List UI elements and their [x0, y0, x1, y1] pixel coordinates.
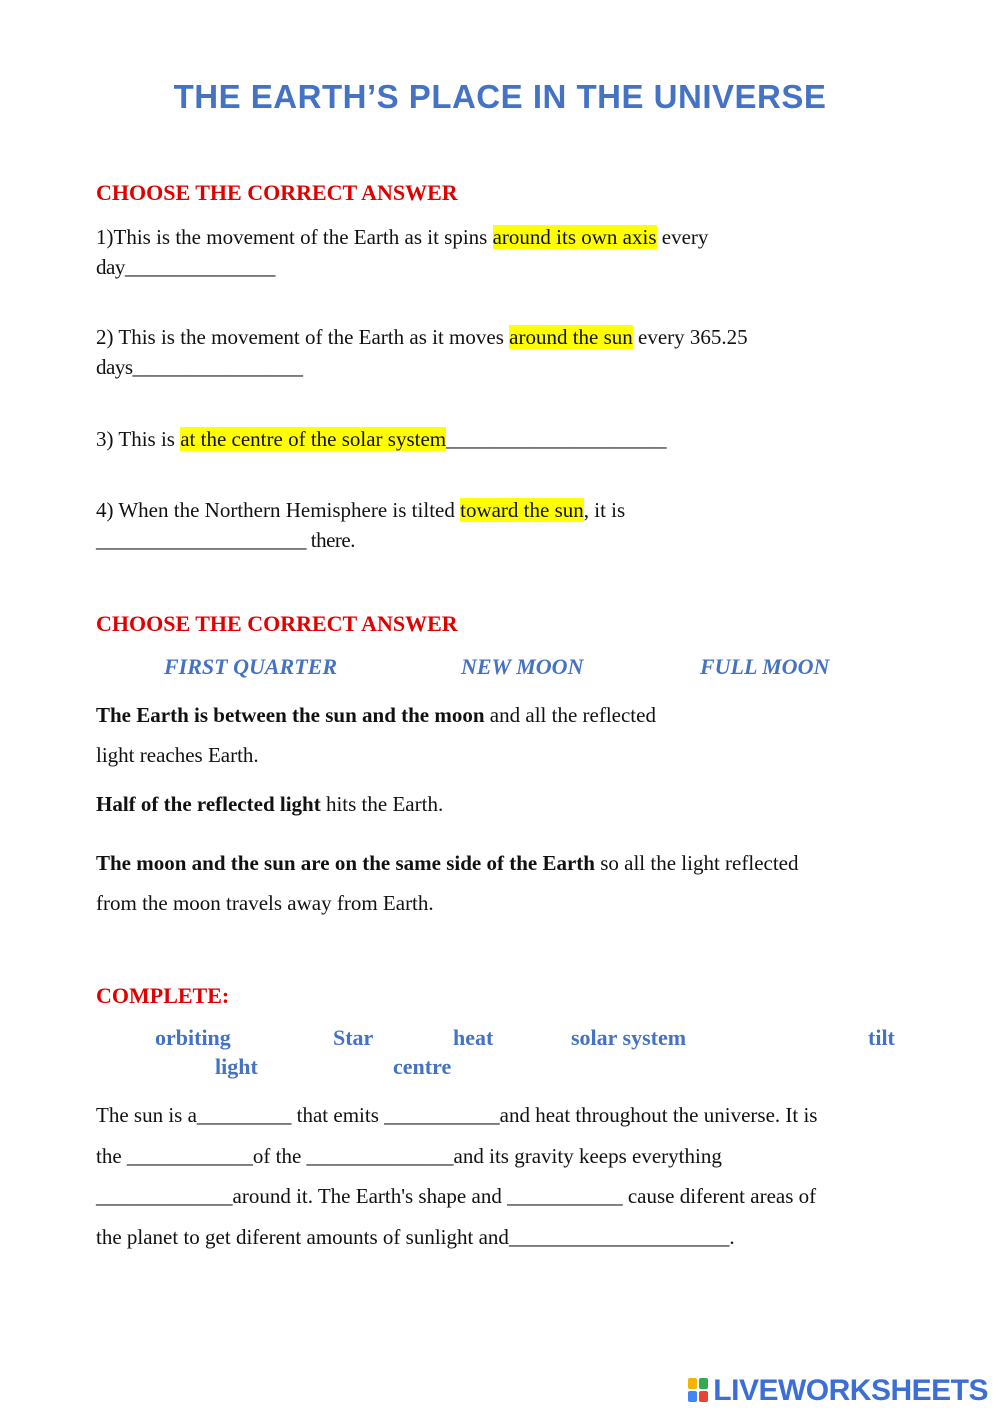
- moon-statement-2-bold: Half of the reflected light: [96, 792, 321, 816]
- question-1-text-end: every: [656, 225, 709, 249]
- question-1: [96, 222, 708, 282]
- liveworksheets-logo: [688, 1374, 988, 1408]
- question-3-highlight: at the centre of the solar system: [180, 427, 447, 451]
- word-solar-system[interactable]: solar system: [571, 1025, 687, 1050]
- word-tilt[interactable]: tilt: [868, 1025, 895, 1050]
- complete-line-4: the planet to get diferent amounts of sunlight and_____________________.: [96, 1224, 735, 1249]
- moon-statement-1-text: and all the reflected: [484, 703, 656, 727]
- option-full-moon[interactable]: FULL MOON: [700, 654, 830, 679]
- question-3-text: 3) This is: [96, 427, 181, 451]
- section2-heading: CHOOSE THE CORRECT ANSWER: [96, 611, 458, 636]
- word-centre[interactable]: centre: [393, 1054, 452, 1079]
- question-4: [96, 495, 625, 555]
- complete-line-3: _____________around it. The Earth's shape and ___________ cause diferent areas of: [96, 1184, 817, 1208]
- word-orbiting[interactable]: orbiting: [155, 1025, 231, 1050]
- option-new-moon[interactable]: NEW MOON: [461, 654, 584, 679]
- question-4-text-end: , it is: [583, 498, 626, 522]
- complete-line-1: The sun is a_________ that emits ___________and heat throughout the universe. It is: [96, 1103, 818, 1127]
- question-2-text-end: every 365.25: [632, 325, 748, 349]
- page-title: THE EARTH’S PLACE IN THE UNIVERSE: [173, 78, 827, 115]
- moon-statement-3-bold: The moon and the sun are on the same side of the Earth: [96, 851, 595, 875]
- moon-statement-1-bold: The Earth is between the sun and the moon: [96, 703, 485, 727]
- moon-statement-3-line2: from the moon travels away from Earth.: [96, 891, 434, 915]
- question-1-highlight: around its own axis: [492, 225, 657, 249]
- question-1-answer-blank[interactable]: day_______________: [96, 255, 275, 279]
- question-3: [96, 424, 666, 454]
- word-light[interactable]: light: [215, 1054, 258, 1079]
- word-heat[interactable]: heat: [453, 1025, 494, 1050]
- moon-statement-2[interactable]: [96, 789, 443, 819]
- liveworksheets-logo-text: LIVEWORKSHEETS: [713, 1374, 988, 1407]
- moon-statement-1[interactable]: [96, 695, 656, 775]
- moon-statement-1-line2: light reaches Earth.: [96, 743, 259, 767]
- question-2-text: 2) This is the movement of the Earth as it moves: [96, 325, 510, 349]
- word-star[interactable]: Star: [333, 1025, 374, 1050]
- question-4-highlight: toward the sun: [460, 498, 584, 522]
- complete-line-2: the ____________of the ______________and its gravity keeps everything: [96, 1143, 722, 1168]
- moon-statement-2-text: hits the Earth.: [320, 792, 444, 816]
- section1-heading: CHOOSE THE CORRECT ANSWER: [96, 180, 458, 205]
- moon-statement-3-text: so all the light reflected: [594, 851, 799, 875]
- section3-heading: COMPLETE:: [96, 983, 230, 1008]
- question-2-highlight: around the sun: [509, 325, 633, 349]
- question-4-answer-blank[interactable]: _____________________ there.: [96, 528, 355, 552]
- question-4-text: 4) When the Northern Hemisphere is tilted: [96, 498, 461, 522]
- question-2-answer-blank[interactable]: days_________________: [96, 355, 303, 379]
- liveworksheets-logo-icon: [688, 1378, 710, 1404]
- question-1-text: 1)This is the movement of the Earth as it spins: [96, 225, 493, 249]
- moon-statement-3[interactable]: [96, 843, 799, 923]
- complete-paragraph[interactable]: [96, 1095, 817, 1257]
- option-first-quarter[interactable]: FIRST QUARTER: [164, 654, 337, 679]
- question-3-answer-blank[interactable]: ______________________: [446, 427, 667, 451]
- question-2: [96, 322, 748, 382]
